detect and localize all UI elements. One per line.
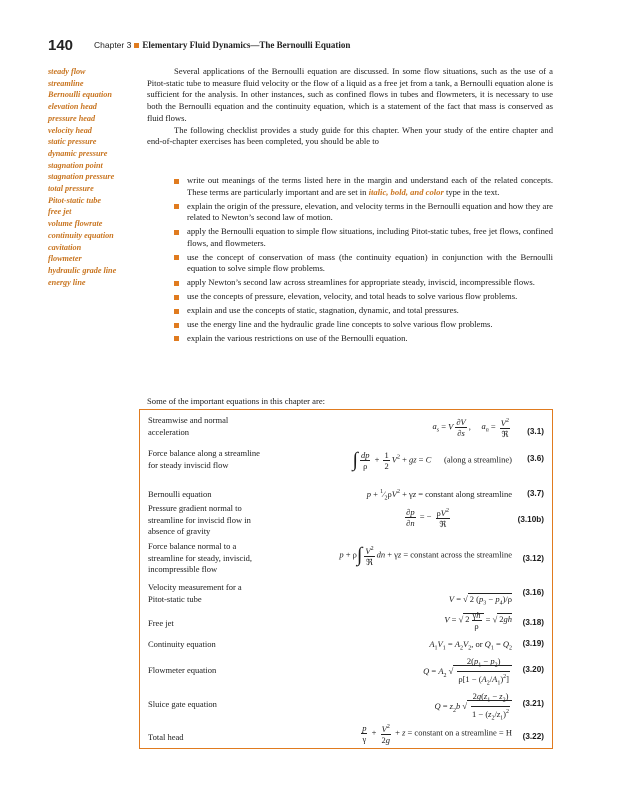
checklist-item: explain the various restrictions on use of the Bernoulli equation. xyxy=(147,333,553,345)
checklist-item: use the concepts of pressure, elevation, velocity, and total heads to solve various flow problems. xyxy=(147,291,553,303)
square-bullet-icon xyxy=(174,323,179,328)
checklist-item: explain the origin of the pressure, elevation, and velocity terms in the Bernoulli equation and how they are related to Newton’s second law of motion. xyxy=(147,201,553,224)
equation: V = √ 2 $(p_3 - p_4)/\rho$ xyxy=(448,594,512,607)
checklist-item: apply Newton’s second law across streamlines for appropriate steady, inviscid, incompressible flows. xyxy=(147,277,553,289)
checklist-item: use the energy line and the hydraulic grade line concepts to solve various flow problems. xyxy=(147,319,553,331)
equation-row: Bernoulli equation $p + ^1⁄_2\rho V^2 + \gamma z$ = constant along streamline (3.7) xyxy=(148,489,544,502)
margin-term: streamline xyxy=(48,78,84,88)
square-bullet-icon xyxy=(174,255,179,260)
margin-term: free jet xyxy=(48,207,72,217)
equation-row: Total head $\frac{p}{\gamma}$ + $\frac{V^2}{2g}$ + z = constant on a streamline = H (3.22) xyxy=(148,722,544,745)
equation: p + ρ∫ $\frac{V^2}{\text{ℜ}}$ dn + γz = constant across the streamline xyxy=(339,544,512,567)
equation-row: Velocity measurement for a Pitot-static tube V = √ 2 $(p_3 - p_4)/\rho$ (3.16) xyxy=(148,582,544,607)
margin-terms xyxy=(48,66,138,288)
margin-term: continuity equation xyxy=(48,230,114,240)
paragraph: The following checklist provides a study guide for this chapter. When your study of the entire chapter and end-of-chapter exercises has been completed, you should be able to xyxy=(147,124,553,147)
margin-term: static pressure xyxy=(48,137,97,147)
body-text xyxy=(147,66,553,148)
margin-term: stagnation point xyxy=(48,160,103,170)
square-bullet-icon xyxy=(174,295,179,300)
highlight-text: italic, bold, and color xyxy=(368,186,444,197)
equation: $Q = A_2$ √ $\frac{2(p_1 - p_2)}{\rho[1 - (A_2/A_1)^2]}$ xyxy=(423,656,512,688)
equation-row: Pressure gradient normal to streamline for inviscid flow in absence of gravity $\frac{\partial p}{\partial n}$ = − $\frac{\rho V^2}{\text{ℜ}}$ (3.10b) xyxy=(148,503,544,537)
page-header xyxy=(48,37,568,56)
equation: $a_s = V$ $\frac{\partial V}{\partial s}$ , $a_n$ = $\frac{V^2}{\text{ℜ}}$ xyxy=(432,416,509,439)
square-bullet-icon xyxy=(174,204,179,209)
equation: V = √ 2 $\frac{\gamma h}{\rho}$ = √ 2gh xyxy=(444,610,512,631)
equations-intro: Some of the important equations in this chapter are: xyxy=(147,396,326,406)
running-head xyxy=(94,40,350,50)
equation: $Q = z_2b$ √ $\frac{2g(z_1 - z_2)}{1 - (z_2/z_1)^2}$ xyxy=(434,691,512,723)
margin-term: cavitation xyxy=(48,242,82,252)
equation-row: Continuity equation $A_1V_1 = A_2V_2$, or $Q_1 = Q_2$ (3.19) xyxy=(148,639,544,652)
square-bullet-icon xyxy=(174,179,179,184)
checklist xyxy=(147,175,553,347)
margin-term: dynamic pressure xyxy=(48,148,108,158)
equation-row: Sluice gate equation $Q = z_2b$ √ $\frac{2g(z_1 - z_2)}{1 - (z_2/z_1)^2}$ (3.21) xyxy=(148,691,544,722)
equations-box xyxy=(139,409,553,749)
margin-term: total pressure xyxy=(48,184,94,194)
chapter-label: Chapter 3 xyxy=(94,40,132,50)
checklist-item: write out meanings of the terms listed here in the margin and understand each of the related concepts. These terms are particularly important and are set in italic, bold, and color type in the text. xyxy=(147,175,553,198)
margin-term: stagnation pressure xyxy=(48,172,115,182)
chapter-title: Elementary Fluid Dynamics—The Bernoulli Equation xyxy=(142,40,351,50)
equation-row: Free jet V = √ 2 $\frac{\gamma h}{\rho}$ = √ 2gh (3.18) xyxy=(148,610,544,631)
square-bullet-icon xyxy=(174,309,179,314)
margin-term: hydraulic grade line xyxy=(48,265,117,275)
paragraph: Several applications of the Bernoulli equation are discussed. In some flow situations, such as the use of a Pitot-static tube to measure fluid velocity or the flow of a liquid as a free jet from a tank, a Bernoulli equation alone is sufficient for the analysis. In other instances, such as confined flows in tubes and flowmeters, it is necessary to use both the Bernoulli equation and the continuity equation, which is a statement of the fact that mass is conserved as fluid flows. xyxy=(147,66,553,123)
equation-row: Streamwise and normal acceleration $a_s = V$ $\frac{\partial V}{\partial s}$ , $a_n$ = $\frac{V^2}{\text{ℜ}}$ (3.1) xyxy=(148,415,544,439)
equation: $\frac{p}{\gamma}$ + $\frac{V^2}{2g}$ + z = constant on a streamline = H xyxy=(362,722,512,745)
checklist-item: apply the Bernoulli equation to simple flow situations, including Pitot-static tubes, free jet flows, confined flows, and flowmeters. xyxy=(147,226,553,249)
square-bullet-icon xyxy=(174,281,179,286)
margin-term: Bernoulli equation xyxy=(48,90,112,100)
margin-term: elevation head xyxy=(48,102,97,112)
equation-row: Force balance along a streamline for steady inviscid flow ∫ $\frac{dp}{\rho}$ + $\frac{1}{2}$ $V^2$ + gz = C (along a streamline) (3.6) xyxy=(148,448,544,471)
margin-term: steady flow xyxy=(48,67,86,76)
checklist-item: explain and use the concepts of static, stagnation, dynamic, and total pressures. xyxy=(147,305,553,317)
equation: $\frac{\partial p}{\partial n}$ = − $\frac{\rho V^2}{\text{ℜ}}$ xyxy=(406,506,449,529)
margin-term: velocity head xyxy=(48,125,92,135)
square-bullet-icon xyxy=(134,43,139,48)
margin-term: flowmeter xyxy=(48,254,82,264)
margin-term: pressure head xyxy=(48,113,96,123)
square-bullet-icon xyxy=(174,336,179,341)
margin-term: Pitot-static tube xyxy=(48,195,101,205)
equation: $A_1V_1 = A_2V_2$, or $Q_1 = Q_2$ xyxy=(429,639,512,652)
page-number: 140 xyxy=(48,37,74,54)
margin-term: volume flowrate xyxy=(48,219,103,229)
equation-row: Flowmeter equation $Q = A_2$ √ $\frac{2(p_1 - p_2)}{\rho[1 - (A_2/A_1)^2]}$ (3.20) xyxy=(148,656,544,687)
equation: $p + ^1⁄_2\rho V^2 + \gamma z$ = constant along streamline xyxy=(366,489,512,502)
square-bullet-icon xyxy=(174,230,179,235)
equation: ∫ $\frac{dp}{\rho}$ + $\frac{1}{2}$ $V^2$ + gz = C (along a streamline) xyxy=(352,449,512,471)
checklist-item: use the concept of conservation of mass (the continuity equation) in conjunction with the Bernoulli equation to solve simple flow problems. xyxy=(147,252,553,275)
margin-term: energy line xyxy=(48,277,86,287)
equation-row: Force balance normal to a streamline for steady, inviscid, incompressible flow p + ρ∫ $\frac{V^2}{\text{ℜ}}$ dn + γz = constant across the streamline (3.12) xyxy=(148,541,544,575)
